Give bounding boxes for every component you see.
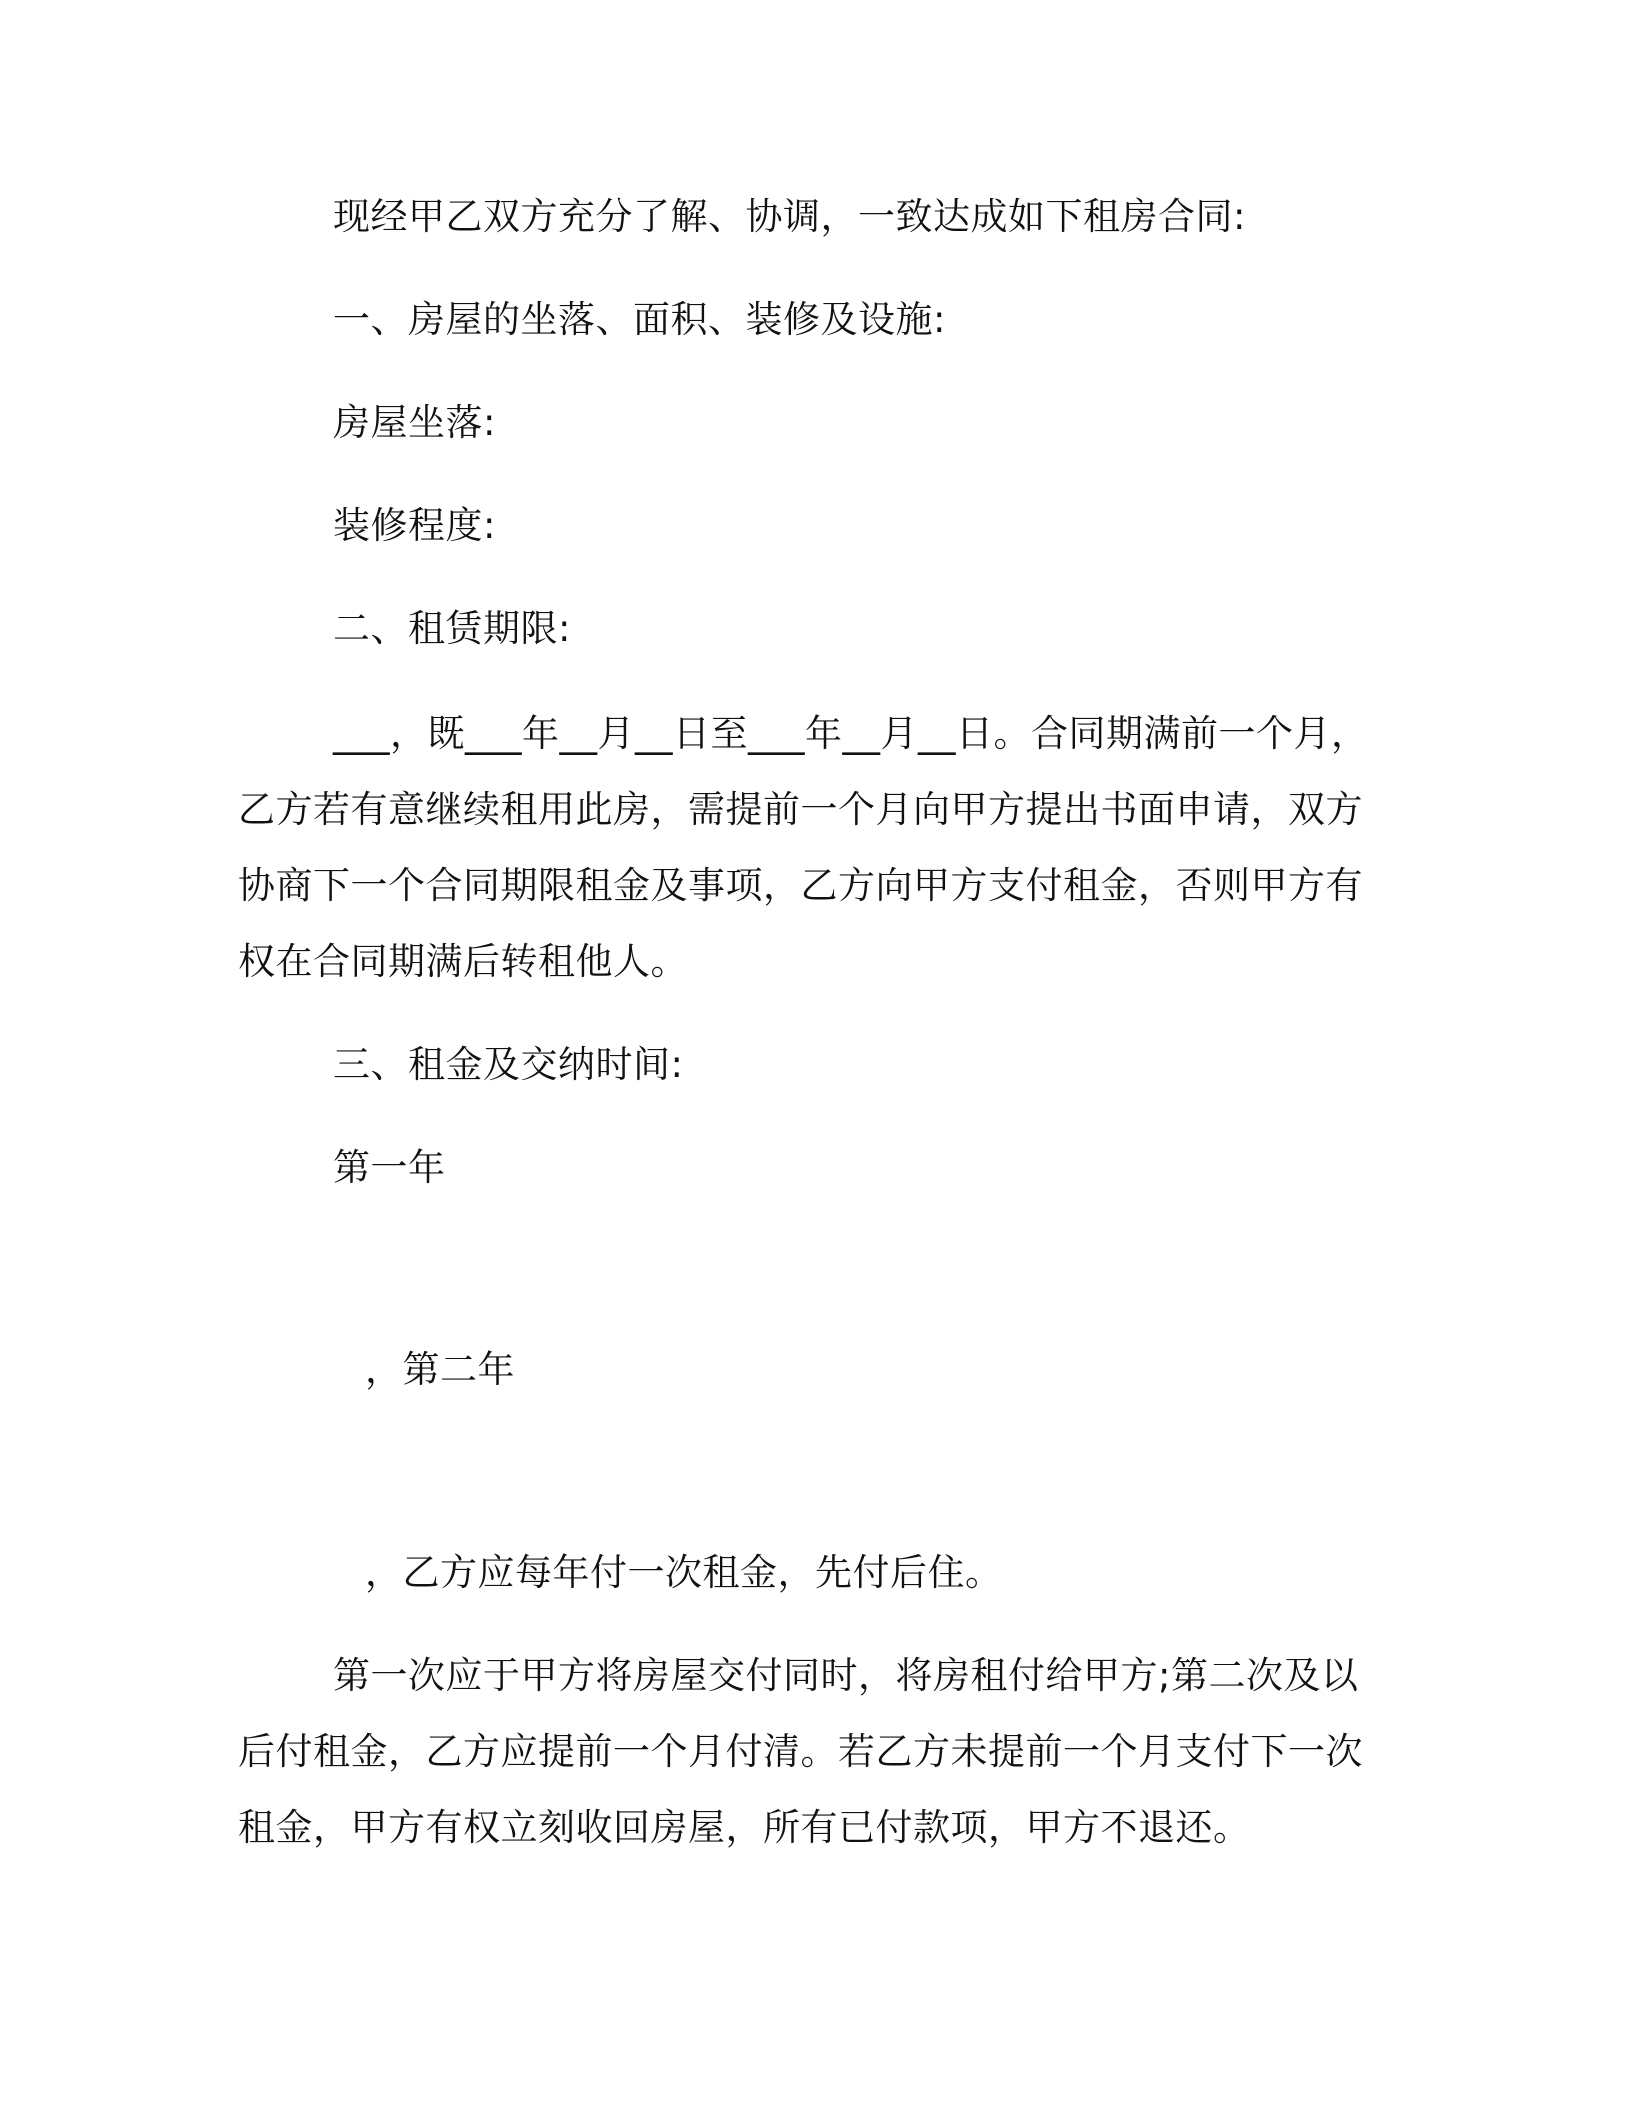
- section1-heading: 一、房屋的坐落、面积、装修及设施:: [333, 298, 946, 341]
- section3-heading: 三、租金及交纳时间:: [333, 1043, 684, 1086]
- section2-heading: 二、租赁期限:: [333, 607, 571, 650]
- payment-rule-text: ，乙方应每年付一次租金，先付后住。: [365, 1551, 1003, 1594]
- year2-label: ，第二年: [365, 1348, 515, 1391]
- lease-term-line-3: 协商下一个合同期限租金及事项，乙方向甲方支付租金，否则甲方有: [238, 864, 1363, 907]
- payment-line-2: 后付租金，乙方应提前一个月付清。若乙方未提前一个月支付下一次: [238, 1730, 1363, 1773]
- intro-text: 现经甲乙双方充分了解、协调，一致达成如下租房合同:: [333, 195, 1246, 238]
- lease-term-line-4: 权在合同期满后转租他人。: [238, 940, 688, 983]
- payment-line-3: 租金，甲方有权立刻收回房屋，所有已付款项，甲方不退还。: [238, 1806, 1251, 1849]
- location-label: 房屋坐落:: [333, 401, 496, 444]
- decoration-label: 装修程度:: [333, 504, 496, 547]
- lease-term-line-2: 乙方若有意继续租用此房，需提前一个月向甲方提出书面申请，双方: [238, 788, 1363, 831]
- year1-label: 第一年: [333, 1146, 446, 1189]
- payment-line-1: 第一次应于甲方将房屋交付同时，将房租付给甲方;第二次及以: [333, 1654, 1359, 1697]
- lease-term-line-1: ___，既___年__月__日至___年__月__日。合同期满前一个月，: [333, 712, 1369, 755]
